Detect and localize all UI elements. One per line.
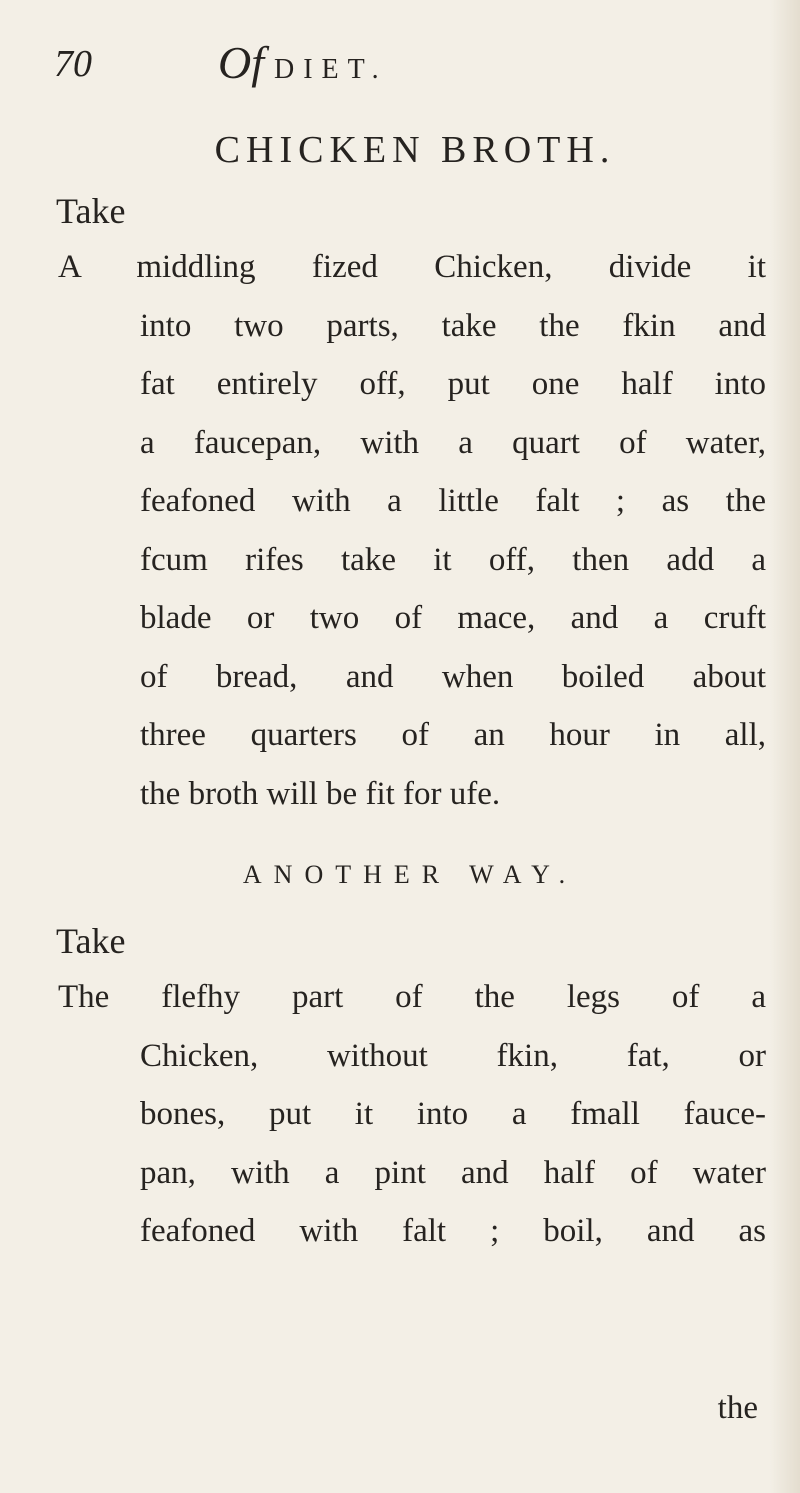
catchword: the bbox=[717, 1390, 758, 1426]
running-title-of: Of bbox=[218, 37, 264, 88]
text-line: three quarters of an hour in all, bbox=[140, 717, 766, 753]
text-line: of bread, and when boiled about bbox=[140, 658, 766, 695]
text-line: fcum rifes take it off, then add a bbox=[140, 541, 766, 578]
take-label-2: Take bbox=[56, 921, 126, 961]
text-line: A middling fized Chicken, divide it bbox=[58, 249, 766, 285]
recipe-paragraph-1 bbox=[58, 238, 766, 823]
text-line: the broth will be fit for ufe. bbox=[140, 775, 501, 812]
text-line: a faucepan, with a quart of water, bbox=[140, 424, 766, 461]
running-title-word: DIET. bbox=[274, 54, 388, 85]
running-title bbox=[218, 36, 388, 89]
text-line: into two parts, take the fkin and bbox=[140, 307, 766, 344]
section-heading-chicken-broth: CHICKEN BROTH. bbox=[214, 129, 616, 171]
page-number: 70 bbox=[54, 43, 92, 85]
text-line: bones, put it into a fmall fauce- bbox=[140, 1096, 766, 1132]
section-heading-another-way: ANOTHER WAY. bbox=[242, 860, 578, 889]
take-label-1: Take bbox=[56, 191, 126, 231]
text-line: Chicken, without fkin, fat, or bbox=[140, 1037, 766, 1074]
recipe-paragraph-2 bbox=[58, 968, 766, 1261]
page-edge-shadow bbox=[770, 0, 800, 1493]
page-header bbox=[0, 36, 800, 96]
text-line: pan, with a pint and half of water bbox=[140, 1154, 766, 1191]
text-line: blade or two of mace, and a cruft bbox=[140, 600, 766, 636]
text-line: feafoned with falt ; boil, and as bbox=[140, 1213, 766, 1249]
text-line: The flefhy part of the legs of a bbox=[58, 979, 766, 1015]
text-line: fat entirely off, put one half into bbox=[140, 366, 766, 402]
text-line: feafoned with a little falt ; as the bbox=[140, 483, 766, 519]
